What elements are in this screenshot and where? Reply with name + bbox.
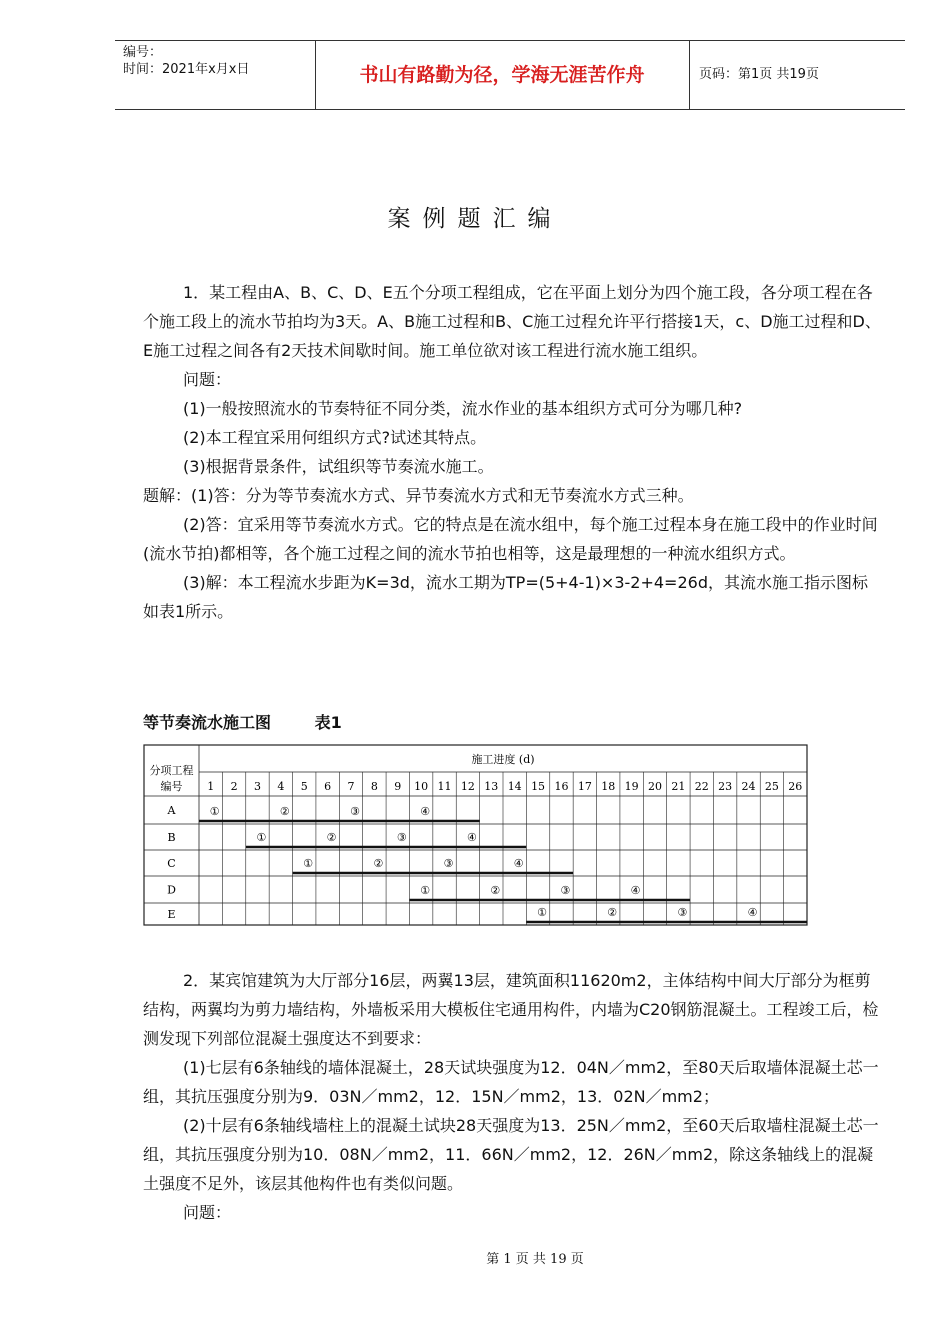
day-tick-label: 5	[300, 780, 308, 793]
segment-label: ③	[350, 805, 360, 818]
q1-answer-3: (3)解：本工程流水步距为K=3d，流水工期为TP=(5+4-1)×3-2+4=26d，其流水施工指示图标如表1所示。	[143, 573, 868, 621]
day-tick-label: 1	[207, 780, 215, 793]
day-tick-label: 17	[577, 780, 592, 793]
segment-label: ①	[420, 884, 431, 897]
day-tick-label: 25	[764, 780, 779, 793]
day-tick-label: 20	[648, 780, 662, 793]
q2-item-2: (2)十层有6条轴线墙柱上的混凝土试块28天强度为13．25N／mm2，至60天后取墙柱混凝土芯一组，其抗压强度分别为10．08N／mm2，11．66N／mm2，12．26N／mm2，除这条轴线上的混凝土强度不足外，该层其他构件也有类似问题。	[143, 1116, 879, 1193]
schedule-table	[143, 744, 808, 926]
day-tick-label: 2	[230, 780, 238, 793]
day-tick-label: 12	[460, 780, 475, 793]
segment-label: ④	[466, 831, 477, 844]
progress-header: 施工进度 (d)	[471, 753, 535, 766]
q2-question-label: 问题：	[183, 1203, 232, 1222]
segment-label: ②	[607, 906, 618, 919]
q1-item-1: (1)一般按照流水的节奏特征不同分类，流水作业的基本组织方式可分为哪几种?	[183, 399, 743, 418]
day-tick-label: 11	[437, 780, 452, 793]
segment-label: ①	[256, 831, 267, 844]
day-tick-label: 3	[253, 780, 261, 793]
row-label: B	[167, 831, 176, 844]
document-title: 案例题汇编	[387, 206, 563, 232]
table-caption-number: 表1	[314, 713, 342, 732]
day-tick-label: 7	[347, 780, 355, 793]
q1-item-3: (3)根据背景条件，试组织等节奏流水施工。	[183, 457, 494, 476]
day-tick-label: 6	[324, 780, 332, 793]
day-tick-label: 15	[531, 780, 546, 793]
page-footer: 第 1 页 共 19 页	[486, 1252, 584, 1267]
header-col-label-2: 编号	[160, 780, 183, 793]
header-page-info: 页码：第1页 共19页	[699, 67, 819, 82]
row-label: C	[167, 857, 176, 870]
segment-label: ③	[677, 906, 688, 919]
table-caption	[143, 710, 342, 733]
q1-question-label: 问题：	[183, 370, 232, 389]
segment-label: ②	[279, 805, 290, 818]
day-tick-label: 22	[694, 780, 709, 793]
segment-label: ④	[420, 805, 431, 818]
q1-item-2: (2)本工程宜采用何组织方式?试述其特点。	[183, 428, 487, 447]
header-motto: 书山有路勤为径，学海无涯苦作舟	[315, 41, 690, 109]
q1-answer-1: 题解：(1)答：分为等节奏流水方式、异节奏流水方式和无节奏流水方式三种。	[143, 486, 694, 505]
q1-stem: 1．某工程由A、B、C、D、E五个分项工程组成，它在平面上划分为四个施工段，各分项工程在各个施工段上的流水节拍均为3天。A、B施工过程和B、C施工过程允许平行搭接1天，c、D施工过程和D、E施工过程之间各有2天技术间歇时间。施工单位欲对该工程进行流水施工组织。	[143, 283, 881, 360]
day-tick-label: 19	[624, 780, 639, 793]
page-header	[115, 40, 905, 110]
segment-label: ④	[630, 884, 641, 897]
question-2	[143, 966, 883, 1227]
q1-answer-2: (2)答：宜采用等节奏流水方式。它的特点是在流水组中，每个施工过程本身在施工段中的作业时间(流水节拍)都相等，各个施工过程之间的流水节拍也相等，这是最理想的一种流水组织方式。	[143, 515, 878, 563]
row-label: A	[167, 804, 176, 817]
table-caption-name: 等节奏流水施工图	[143, 713, 272, 732]
day-tick-label: 10	[414, 780, 429, 793]
question-1	[143, 278, 883, 626]
day-tick-label: 16	[554, 780, 569, 793]
header-col-label-1: 分项工程	[149, 764, 194, 777]
q2-stem: 2．某宾馆建筑为大厅部分16层，两翼13层，建筑面积11620m2，主体结构中间大厅部分为框剪结构，两翼均为剪力墙结构，外墙板采用大模板住宅通用构件，内墙为C20钢筋混凝土。工程竣工后，检测发现下列部位混凝土强度达不到要求：	[143, 971, 879, 1048]
row-label: D	[167, 883, 176, 897]
day-tick-label: 4	[277, 780, 285, 793]
row-label: E	[167, 908, 176, 921]
day-tick-label: 26	[788, 780, 803, 793]
day-tick-label: 13	[484, 780, 499, 793]
segment-label: ③	[443, 857, 454, 870]
header-number: 编号：	[123, 45, 163, 60]
q2-item-1: (1)七层有6条轴线的墙体混凝土，28天试块强度为12．04N／mm2，至80天后取墙体混凝土芯一组，其抗压强度分别为9．03N／mm2，12．15N／mm2，13．02N／mm2；	[143, 1058, 879, 1106]
day-tick-label: 21	[671, 780, 686, 793]
segment-label: ③	[396, 831, 407, 844]
segment-label: ①	[209, 805, 220, 818]
segment-label: ②	[326, 831, 337, 844]
segment-label: ③	[560, 884, 571, 897]
day-tick-label: 23	[718, 780, 733, 793]
segment-label: ②	[490, 884, 501, 897]
segment-label: ②	[373, 857, 384, 870]
header-time: 时间：2021年x月x日	[123, 62, 250, 77]
day-tick-label: 14	[507, 780, 522, 793]
segment-label: ④	[747, 906, 758, 919]
day-tick-label: 18	[601, 780, 616, 793]
header-meta	[115, 41, 316, 109]
segment-label: ①	[303, 857, 314, 870]
segment-label: ④	[513, 857, 524, 870]
day-tick-label: 8	[370, 780, 378, 793]
day-tick-label: 9	[394, 780, 402, 793]
segment-label: ①	[537, 906, 548, 919]
day-tick-label: 24	[741, 780, 756, 793]
